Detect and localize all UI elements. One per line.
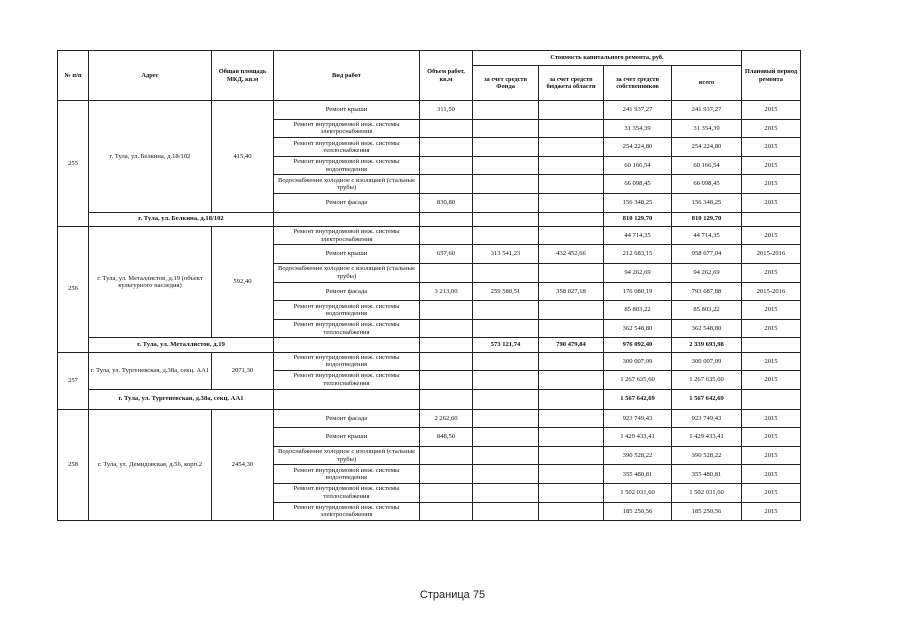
row-fund [473,226,539,245]
row-total: 355 480,81 [672,465,742,484]
row-volume [420,119,473,138]
row-volume [420,175,473,194]
total-region [539,212,604,226]
row-fund [473,319,539,338]
table-row [58,352,801,371]
row-region [539,226,604,245]
row-work: Ремонт внутридомовой инж. системы теплоснабжения [274,319,420,338]
row-work: Ремонт внутридомовой инж. системы водоотведения [274,301,420,320]
row-owners: 44 714,35 [604,226,672,245]
row-area: 415,40 [212,101,274,213]
total-address: г. Тула, ул. Металлистов, д.19 [89,338,274,352]
total-sum: 2 339 693,98 [672,338,742,352]
row-number: 256 [58,226,89,352]
row-region [539,428,604,447]
row-area: 2454,30 [212,409,274,521]
row-region [539,101,604,120]
total-period [742,389,801,409]
row-work: Водоснабжение холодное с изоляцией (стальные трубы) [274,263,420,282]
total-owners: 810 129,70 [604,212,672,226]
row-work: Ремонт крыши [274,245,420,264]
row-fund [473,193,539,212]
row-owners: 241 937,27 [604,101,672,120]
row-region [539,371,604,390]
row-total: 793 687,88 [672,282,742,301]
total-work [274,338,420,352]
total-fund [473,212,539,226]
row-volume [420,371,473,390]
row-fund [473,263,539,282]
row-period: 2015 [742,502,801,521]
col-header-period: Плановый период ремонта [742,51,801,101]
row-volume [420,138,473,157]
row-work: Ремонт внутридомовой инж. системы водоотведения [274,156,420,175]
col-header-address: Адрес [89,51,212,101]
row-region [539,301,604,320]
row-period: 2015 [742,138,801,157]
row-address: г. Тула, ул. Тургеневская, д.38а, секц. АА1 [89,352,212,389]
row-work: Ремонт внутридомовой инж. системы электроснабжения [274,502,420,521]
row-region [539,502,604,521]
row-total: 85 803,22 [672,301,742,320]
row-region: 358 027,18 [539,282,604,301]
row-total: 94 262,69 [672,263,742,282]
row-region [539,138,604,157]
total-address: г. Тула, ул. Белкина, д.18/102 [89,212,274,226]
row-owners: 1 267 635,60 [604,371,672,390]
row-owners: 66 098,45 [604,175,672,194]
row-period: 2015 [742,193,801,212]
row-work: Ремонт фасада [274,282,420,301]
total-volume [420,338,473,352]
row-work: Ремонт внутридомовой инж. системы водоотведения [274,465,420,484]
row-volume [420,156,473,175]
row-volume: 830,80 [420,193,473,212]
row-total: 44 714,35 [672,226,742,245]
total-fund: 573 121,74 [473,338,539,352]
row-total: 31 354,39 [672,119,742,138]
row-work: Ремонт крыши [274,101,420,120]
row-volume [420,502,473,521]
row-fund: 259 580,51 [473,282,539,301]
row-region: 432 452,66 [539,245,604,264]
row-region [539,409,604,428]
row-fund [473,156,539,175]
row-fund [473,175,539,194]
row-fund [473,502,539,521]
col-header-cost-group: Стоимость капитального ремонта, руб. [473,51,742,66]
row-volume: 311,50 [420,101,473,120]
row-period: 2015-2016 [742,282,801,301]
row-number: 255 [58,101,89,227]
row-region [539,319,604,338]
row-address: г. Тула, ул. Белкина, д.18/102 [89,101,212,213]
row-volume: 657,60 [420,245,473,264]
row-total: 156 348,25 [672,193,742,212]
row-owners: 156 348,25 [604,193,672,212]
col-header-work: Вид работ [274,51,420,101]
row-region [539,175,604,194]
row-region [539,465,604,484]
row-owners: 362 548,80 [604,319,672,338]
row-total: 362 548,80 [672,319,742,338]
row-number: 258 [58,409,89,521]
row-owners: 185 250,56 [604,502,672,521]
row-period: 2015 [742,156,801,175]
row-total: 958 677,04 [672,245,742,264]
total-sum: 810 129,70 [672,212,742,226]
col-header-fund: за счет средств Фонда [473,66,539,101]
col-header-volume: Объем работ, кв.м [420,51,473,101]
row-volume: 2 262,60 [420,409,473,428]
row-period: 2015 [742,465,801,484]
table-header [58,51,801,101]
row-owners: 1 502 031,60 [604,484,672,503]
page-number: Страница 75 [419,589,486,601]
row-fund [473,119,539,138]
row-work: Ремонт крыши [274,428,420,447]
row-work: Ремонт фасада [274,409,420,428]
total-owners: 976 092,40 [604,338,672,352]
col-header-owners: за счет средств собственников [604,66,672,101]
row-fund [473,465,539,484]
row-period: 2015-2016 [742,245,801,264]
row-fund [473,428,539,447]
row-total: 1 267 635,60 [672,371,742,390]
col-header-area: Общая площадь МКД, кв.м [212,51,274,101]
table-total-row [58,338,801,352]
row-fund [473,409,539,428]
row-total: 185 250,56 [672,502,742,521]
row-period: 2015 [742,319,801,338]
row-period: 2015 [742,428,801,447]
row-period: 2015 [742,119,801,138]
total-volume [420,212,473,226]
row-period: 2015 [742,175,801,194]
row-total: 66 098,45 [672,175,742,194]
total-sum: 1 567 642,69 [672,389,742,409]
row-work: Ремонт внутридомовой инж. системы теплоснабжения [274,484,420,503]
row-region [539,156,604,175]
row-owners: 85 803,22 [604,301,672,320]
row-fund: 313 541,23 [473,245,539,264]
row-work: Ремонт фасада [274,193,420,212]
total-region [539,389,604,409]
table-row [58,409,801,428]
total-work [274,212,420,226]
row-total: 1 429 433,41 [672,428,742,447]
col-header-region: за счет средств бюджета области [539,66,604,101]
row-volume [420,446,473,465]
col-header-total: всего [672,66,742,101]
row-work: Ремонт внутридомовой инж. системы водоотведения [274,352,420,371]
row-volume [420,352,473,371]
row-total: 254 224,80 [672,138,742,157]
row-period: 2015 [742,101,801,120]
row-number: 257 [58,352,89,409]
row-fund [473,352,539,371]
row-owners: 176 080,19 [604,282,672,301]
row-period: 2015 [742,484,801,503]
total-region: 790 479,84 [539,338,604,352]
row-work: Ремонт внутридомовой инж. системы теплоснабжения [274,138,420,157]
row-work: Водоснабжение холодное с изоляцией (стальные трубы) [274,446,420,465]
table-body [58,101,801,521]
row-owners: 923 749,43 [604,409,672,428]
row-owners: 60 166,54 [604,156,672,175]
total-owners: 1 567 642,69 [604,389,672,409]
row-fund [473,138,539,157]
row-total: 241 937,27 [672,101,742,120]
table-row [58,226,801,245]
row-region [539,119,604,138]
row-fund [473,446,539,465]
row-address: г. Тула, ул. Металлистов, д.19 (объект культурного наследия) [89,226,212,338]
row-area: 592,40 [212,226,274,338]
row-total: 1 502 031,60 [672,484,742,503]
row-owners: 94 262,69 [604,263,672,282]
table-row [58,101,801,120]
row-region [539,263,604,282]
row-period: 2015 [742,371,801,390]
row-address: г. Тула, ул. Демидовская, д.56, корп.2 [89,409,212,521]
row-region [539,193,604,212]
row-volume [420,484,473,503]
row-volume: 848,50 [420,428,473,447]
row-fund [473,371,539,390]
row-work: Ремонт внутридомовой инж. системы электроснабжения [274,119,420,138]
row-owners: 212 683,15 [604,245,672,264]
row-total: 390 528,22 [672,446,742,465]
row-region [539,352,604,371]
table-total-row [58,212,801,226]
row-owners: 1 429 433,41 [604,428,672,447]
total-volume [420,389,473,409]
row-period: 2015 [742,409,801,428]
row-period: 2015 [742,446,801,465]
total-fund [473,389,539,409]
row-owners: 300 007,09 [604,352,672,371]
row-owners: 31 354,39 [604,119,672,138]
row-region [539,484,604,503]
total-period [742,338,801,352]
row-owners: 254 224,80 [604,138,672,157]
row-work: Ремонт внутридомовой инж. системы электроснабжения [274,226,420,245]
row-period: 2015 [742,352,801,371]
row-total: 60 166,54 [672,156,742,175]
row-volume [420,263,473,282]
row-region [539,446,604,465]
row-work: Водоснабжение холодное с изоляцией (стальные трубы) [274,175,420,194]
total-address: г. Тула, ул. Тургеневская, д.38а, секц. АА1 [89,389,274,409]
row-total: 923 749,43 [672,409,742,428]
table-total-row [58,389,801,409]
row-volume [420,465,473,484]
row-area: 2071,30 [212,352,274,389]
col-header-num: № п/п [58,51,89,101]
row-volume [420,319,473,338]
row-fund [473,301,539,320]
row-period: 2015 [742,263,801,282]
row-owners: 355 480,81 [604,465,672,484]
row-fund [473,101,539,120]
total-work [274,389,420,409]
row-volume [420,226,473,245]
row-fund [473,484,539,503]
total-period [742,212,801,226]
row-volume: 3 213,00 [420,282,473,301]
row-period: 2015 [742,226,801,245]
row-volume [420,301,473,320]
row-total: 300 007,09 [672,352,742,371]
row-period: 2015 [742,301,801,320]
row-owners: 390 528,22 [604,446,672,465]
repair-table [57,50,801,521]
row-work: Ремонт внутридомовой инж. системы теплоснабжения [274,371,420,390]
